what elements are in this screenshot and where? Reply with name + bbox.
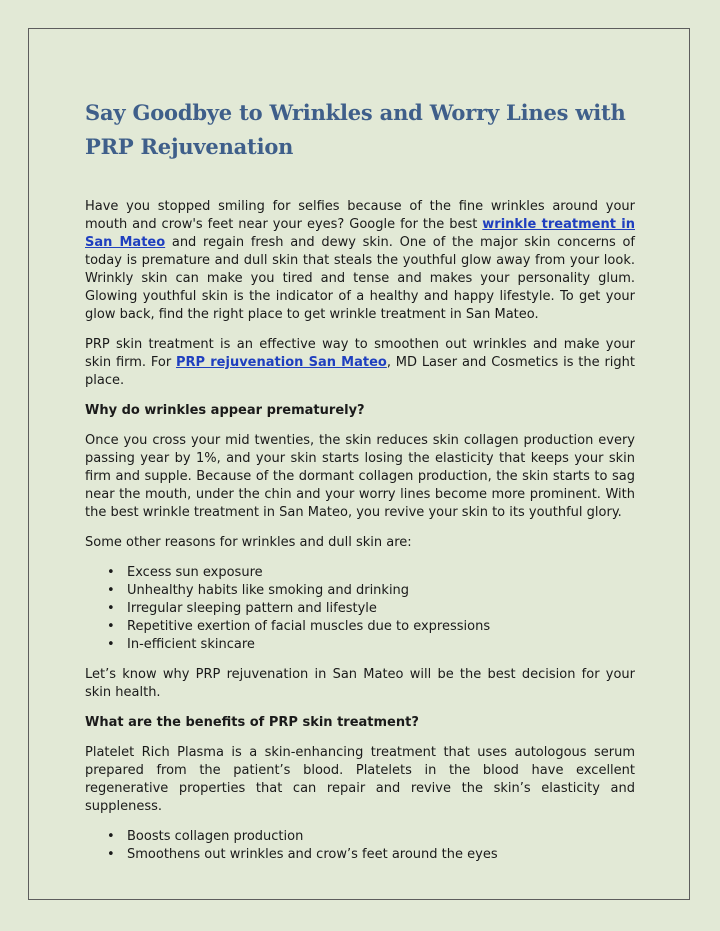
list-item: • Irregular sleeping pattern and lifestyle	[127, 600, 635, 618]
document-title: Say Goodbye to Wrinkles and Worry Lines with PRP Rejuvenation	[85, 100, 626, 159]
platelet-paragraph: Platelet Rich Plasma is a skin-enhancing treatment that uses autologous serum prepared from the patient’s blood. Platelets in the blood have excellent regenerative properties that can repair and revive the skin’s elasticity and suppleness.	[85, 745, 635, 814]
prp-text-end: , MD Laser and Cosmetics is the right place.	[85, 355, 635, 388]
list-item: • Repetitive exertion of facial muscles due to expressions	[127, 618, 635, 636]
intro-paragraph	[85, 198, 635, 324]
wrinkle-treatment-link[interactable]: wrinkle treatment in San Mateo	[85, 217, 635, 250]
prp-text-start: PRP skin treatment is an effective way to smoothen out wrinkles and make your skin firm. For	[85, 337, 635, 370]
list-item: • Boosts collagen production	[127, 828, 635, 846]
collagen-paragraph: Once you cross your mid twenties, the skin reduces skin collagen production every passing year by 1%, and your skin starts losing the elasticity that keeps your skin firm and supple. Because of the dormant collagen production, the skin starts to sag near the mouth, under the chin and your worry lines become more prominent. With the best wrinkle treatment in San Mateo, you revive your skin to its youthful glory.	[85, 433, 635, 520]
section-heading-why: Why do wrinkles appear prematurely?	[85, 403, 365, 418]
intro-text-start: Have you stopped smiling for selfies because of the fine wrinkles around your mouth and crow's feet near your eyes? Google for the best	[85, 199, 635, 232]
reasons-list	[85, 564, 635, 654]
document-body	[85, 96, 635, 876]
intro-text-end: and regain fresh and dewy skin. One of the major skin concerns of today is premature and dull skin that steals the youthful glow away from your look. Wrinkly skin can make you tired and tense and makes your personality glum. Glowing youthful skin is the indicator of a healthy and happy lifestyle. To get your glow back, find the right place to get wrinkle treatment in San Mateo.	[85, 235, 635, 322]
list-item: • Unhealthy habits like smoking and drinking	[127, 582, 635, 600]
reasons-intro: Some other reasons for wrinkles and dull skin are:	[85, 535, 412, 550]
prp-rejuvenation-link[interactable]: PRP rejuvenation San Mateo	[176, 355, 387, 370]
benefits-list	[85, 828, 635, 864]
list-item: • Smoothens out wrinkles and crow’s feet around the eyes	[127, 846, 635, 864]
list-item: • Excess sun exposure	[127, 564, 635, 582]
section-heading-benefits: What are the benefits of PRP skin treatment?	[85, 715, 419, 730]
prp-paragraph	[85, 336, 635, 390]
decision-paragraph: Let’s know why PRP rejuvenation in San Mateo will be the best decision for your skin health.	[85, 667, 635, 700]
list-item: • In-efficient skincare	[127, 636, 635, 654]
